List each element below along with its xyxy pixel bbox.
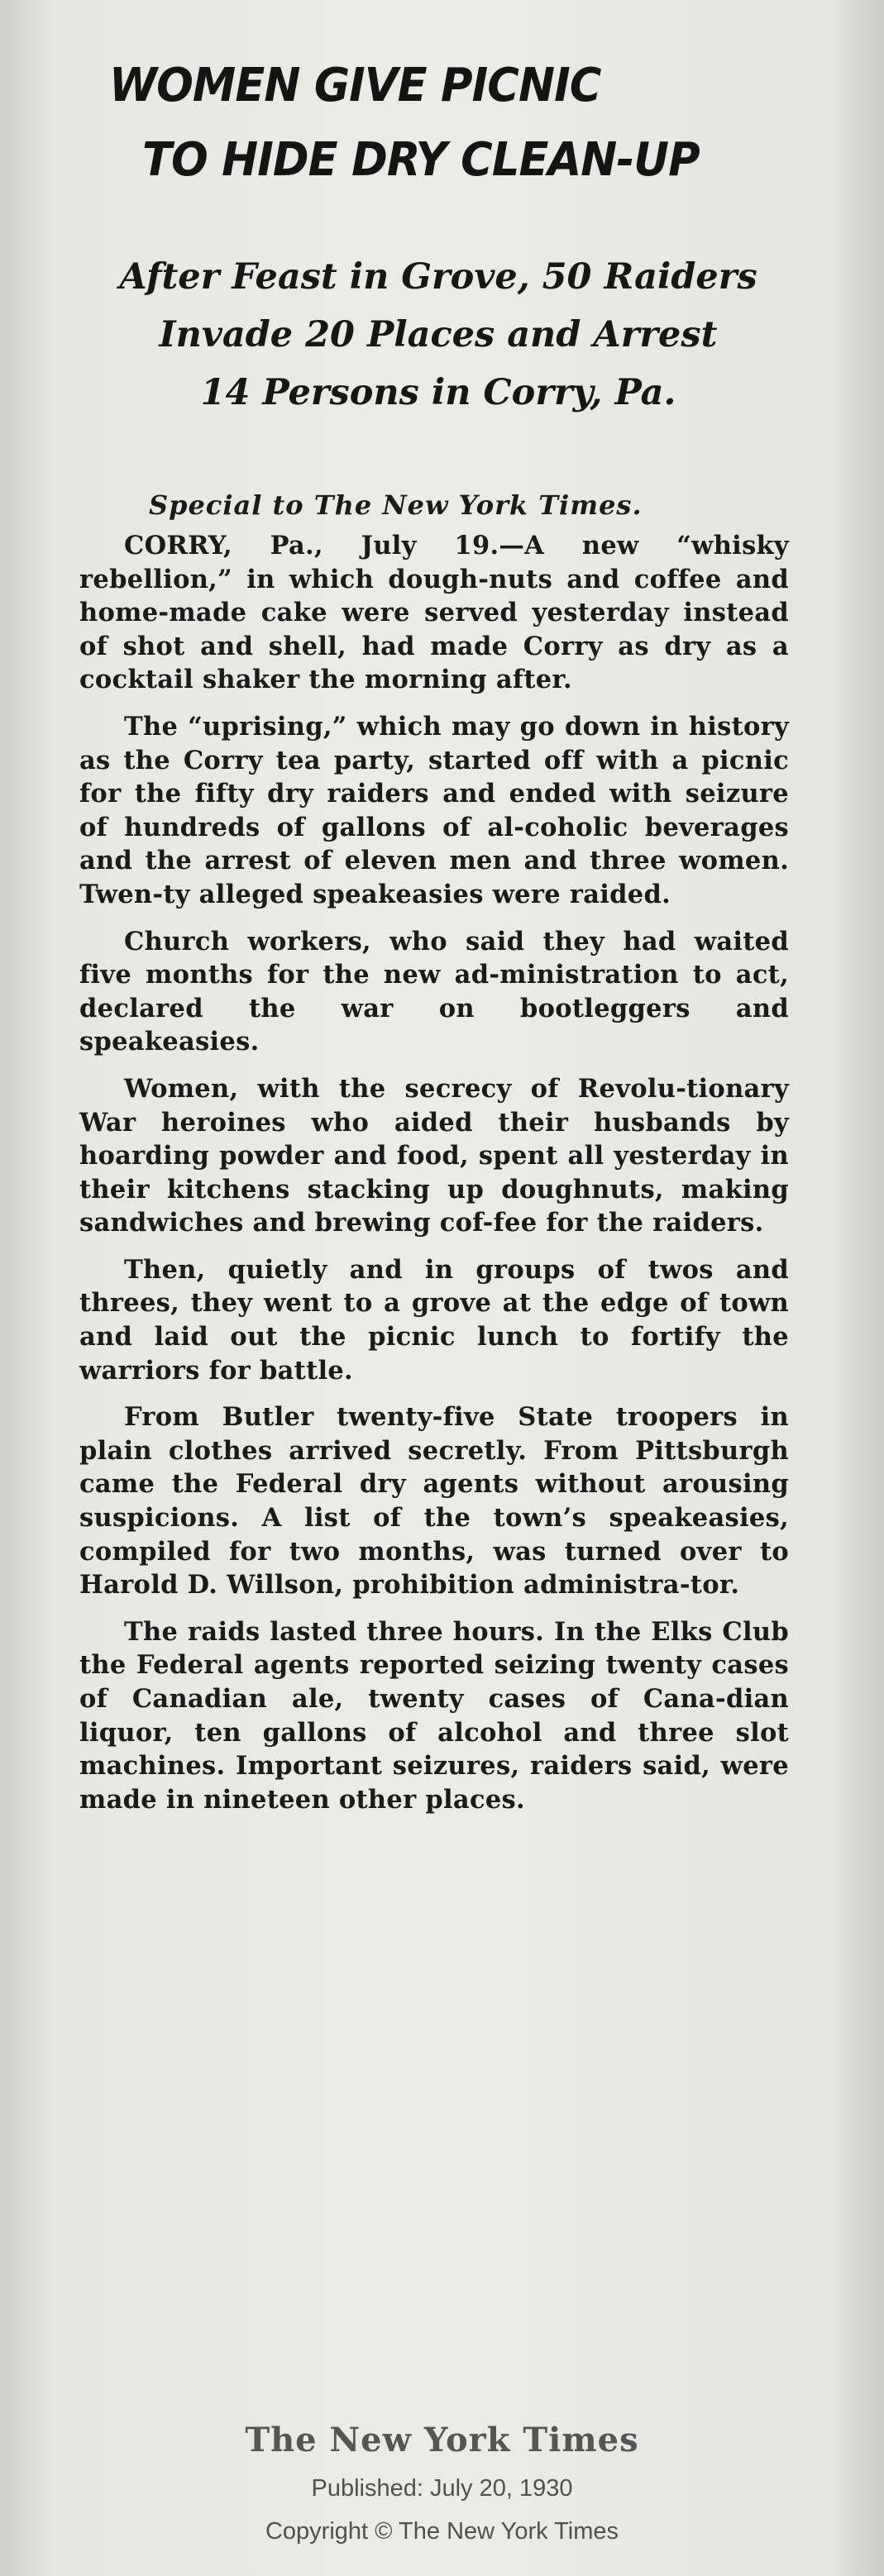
subhead-line-1: After Feast in Grove, 50 Raiders (119, 256, 757, 298)
paragraph: Then, quietly and in groups of twos and threes, they went to a grove at the edge of town and laid out the picnic lunch to fortify the warriors for battle. (79, 1254, 789, 1386)
article-body (79, 529, 789, 1816)
paragraph: The raids lasted three hours. In the Elks Club the Federal agents reported seizing twenty cases of Canadian ale, twenty cases of Cana-dian liquor, ten gallons of alcohol and three slot machines. Important seizures, raiders said, were made in nineteen other places. (79, 1616, 789, 1815)
copyright-notice: Copyright © The New York Times (265, 2518, 619, 2545)
paragraph: From Butler twenty-five State troopers in plain clothes arrived secretly. From Pittsburgh came the Federal dry agents without arousing suspicions. A list of the town’s speakeasies, compiled for two months, was turned over to Harold D. Willson, prohibition administra-tor. (79, 1402, 789, 1600)
paragraph: Church workers, who said they had waited five months for the new ad-ministration to act, declared the war on bootleggers and speakeasies. (79, 926, 789, 1057)
headline-line-1: WOMEN GIVE PICNIC (109, 59, 601, 112)
paragraph: The “uprising,” which may go down in history as the Corry tea party, started off with a picnic for the fifty dry raiders and ended with seizure of hundreds of gallons of al-coholic beverages and the arrest of eleven men and three women. Twen-ty alleged speakeasies were raided. (79, 711, 789, 909)
subhead-line-3: 14 Persons in Corry, Pa. (200, 372, 676, 413)
published-date: Published: July 20, 1930 (311, 2475, 573, 2502)
dateline-credit: Special to The New York Times. (149, 489, 643, 521)
paragraph: CORRY, Pa., July 19.—A new “whisky rebellion,” in which dough-nuts and coffee and home-made cake were served yesterday instead of shot and shell, had made Corry as dry as a cocktail shaker the morning after. (79, 531, 789, 695)
headline-line-2: TO HIDE DRY CLEAN-UP (142, 133, 700, 187)
paragraph: Women, with the secrecy of Revolu-tionary War heroines who aided their husbands by hoarding powder and food, spent all yesterday in their kitchens stacking up doughnuts, making sandwiches and brewing cof-fee for the raiders. (79, 1073, 789, 1238)
nyt-masthead-logo: The New York Times (245, 2421, 639, 2459)
subhead-line-2: Invade 20 Places and Arrest (159, 314, 718, 355)
